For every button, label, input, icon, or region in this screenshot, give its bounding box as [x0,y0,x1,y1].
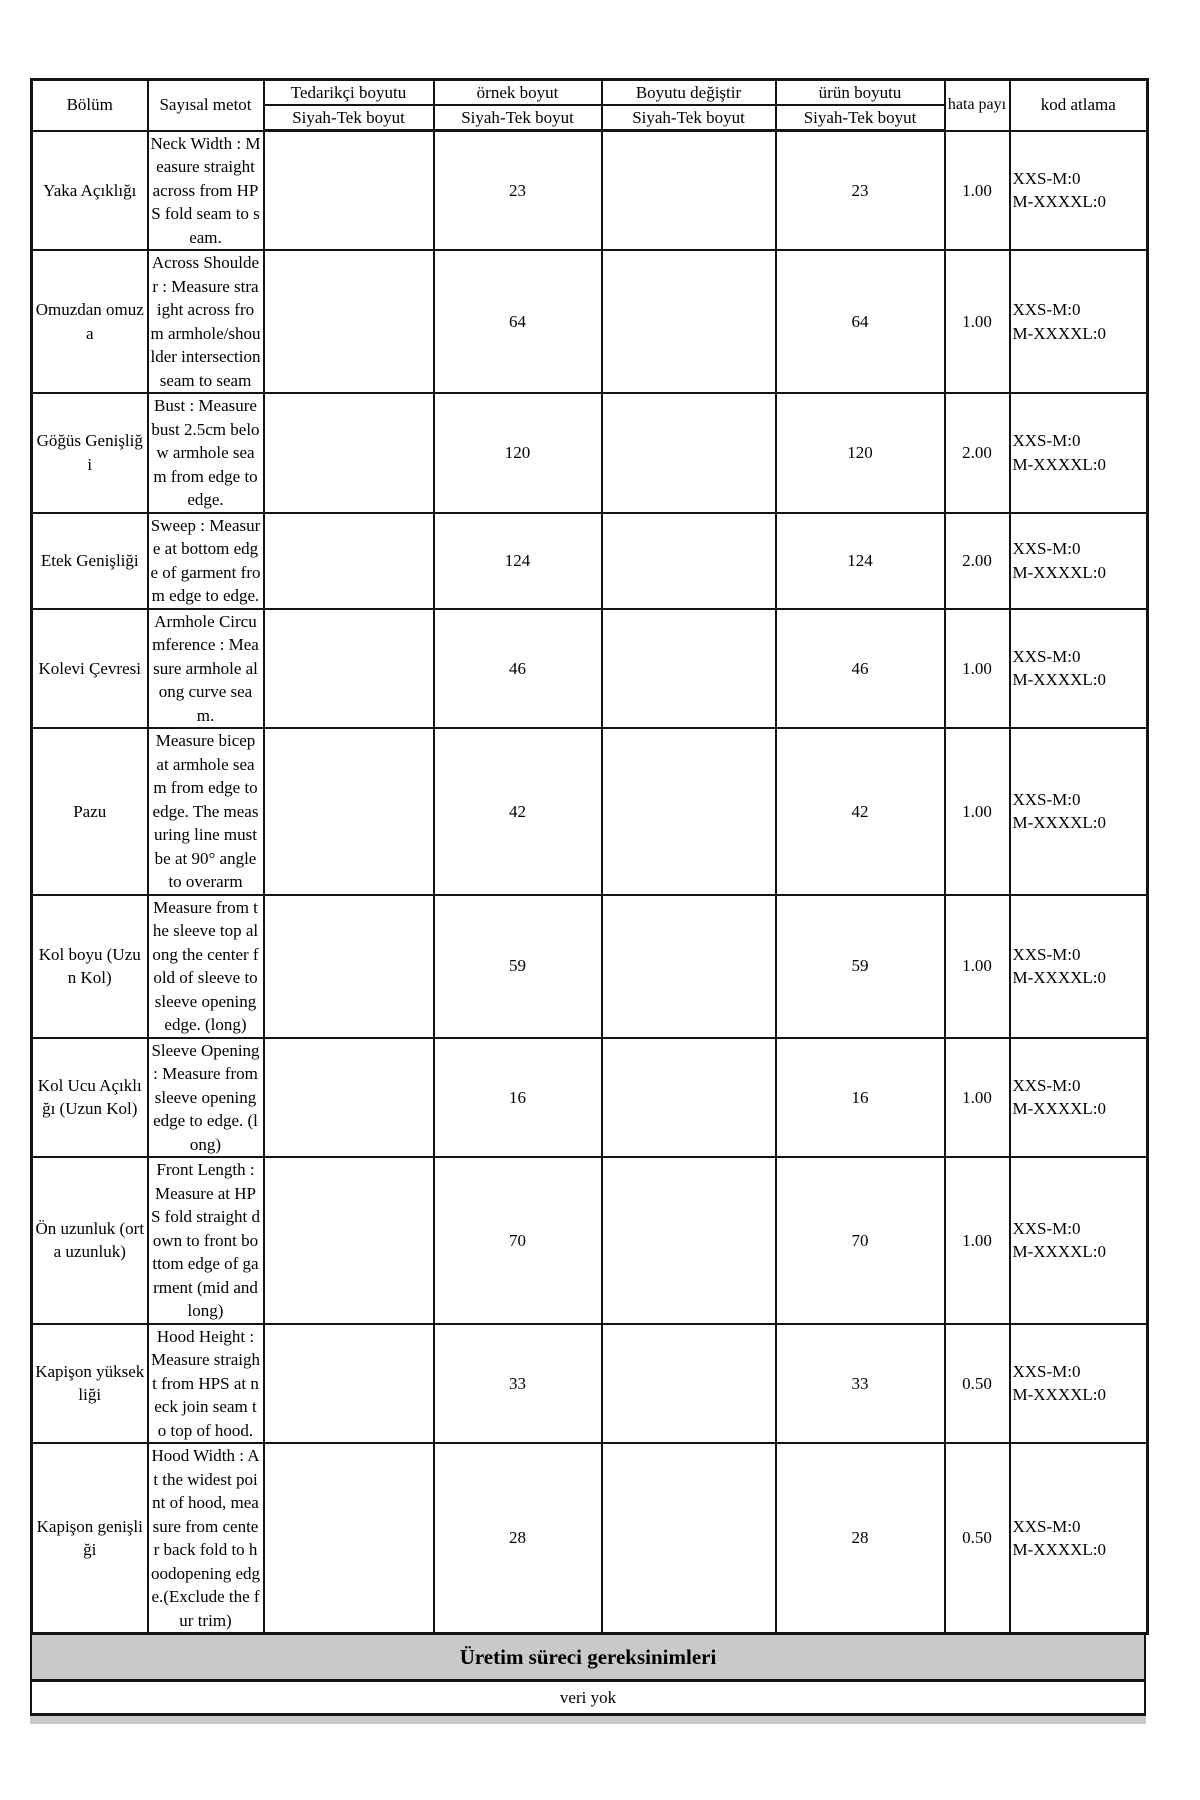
hata-payi-cell: 1.00 [945,728,1010,895]
kod-atlama-line: M-XXXXL:0 [1012,562,1106,582]
tedarikci-size-cell [264,131,434,251]
ornek-size-cell: 23 [434,131,602,251]
kod-atlama-cell [1010,513,1148,609]
degistir-size-cell [602,609,776,729]
col-header-boyutu-degistir: Boyutu değiştir [602,80,776,106]
ornek-size-cell: 64 [434,250,602,393]
no-data-row [30,1682,1146,1716]
kod-atlama-line: M-XXXXL:0 [1012,1385,1106,1405]
hata-payi-cell: 1.00 [945,609,1010,729]
col-header-sayisal-metot: Sayısal metot [148,80,264,131]
bolum-cell: Kol boyu (Uzun Kol) [32,895,148,1038]
tedarikci-size-cell [264,1038,434,1158]
no-data-text: veri yok [559,1687,617,1707]
kod-atlama-line: M-XXXXL:0 [1012,968,1106,987]
degistir-size-cell [602,1443,776,1634]
metot-cell: Armhole Circumference : Measure armhole along curve seam. [148,609,264,729]
bolum-cell: Göğüs Genişliği [32,393,148,513]
kod-atlama-line: XXS-M:0 [1012,300,1081,319]
kod-atlama-line: M-XXXXL:0 [1012,454,1106,474]
bolum-cell: Pazu [32,728,148,895]
hata-payi-cell: 1.00 [945,1038,1010,1158]
table-row [32,393,1148,513]
ornek-size-cell: 28 [434,1443,602,1634]
tedarikci-size-cell [264,728,434,895]
tedarikci-size-cell [264,1324,434,1444]
ornek-size-cell: 46 [434,609,602,729]
tedarikci-size-cell [264,1443,434,1634]
table-row [32,1038,1148,1158]
subheader-siyah-tek-4: Siyah-Tek boyut [776,105,945,131]
ornek-size-cell: 59 [434,895,602,1038]
degistir-size-cell [602,250,776,393]
hata-payi-cell: 1.00 [945,131,1010,251]
metot-cell: Bust : Measure bust 2.5cm below armhole seam from edge to edge. [148,393,264,513]
hata-payi-cell: 0.50 [945,1443,1010,1634]
section-title: Üretim süreci gereksinimleri [459,1644,717,1669]
size-spec-sheet [30,78,1146,1724]
kod-atlama-cell [1010,1443,1148,1634]
bolum-cell: Ön uzunluk (orta uzunluk) [32,1157,148,1324]
bolum-cell: Yaka Açıklığı [32,131,148,251]
kod-atlama-cell [1010,1324,1148,1444]
kod-atlama-cell [1010,1038,1148,1158]
tedarikci-size-cell [264,513,434,609]
metot-cell: Measure bicep at armhole seam from edge to edge. The measuring line must be at 90° angle to overarm [148,728,264,895]
tedarikci-size-cell [264,393,434,513]
urun-size-cell: 23 [776,131,945,251]
kod-atlama-line: M-XXXXL:0 [1012,670,1106,690]
kod-atlama-cell [1010,250,1148,393]
hata-payi-cell: 1.00 [945,1157,1010,1324]
degistir-size-cell [602,393,776,513]
subheader-siyah-tek-1: Siyah-Tek boyut [264,105,434,131]
subheader-siyah-tek-2: Siyah-Tek boyut [434,105,602,131]
table-row [32,609,1148,729]
section-title-band [30,1635,1146,1682]
table-row [32,1443,1148,1634]
bolum-cell: Kapişon genişliği [32,1443,148,1634]
ornek-size-cell: 120 [434,393,602,513]
hata-payi-cell: 2.00 [945,393,1010,513]
hata-payi-cell: 0.50 [945,1324,1010,1444]
tedarikci-size-cell [264,609,434,729]
kod-atlama-line: XXS-M:0 [1012,944,1081,964]
metot-cell: Hood Height : Measure straight from HPS at neck join seam to top of hood. [148,1324,264,1444]
urun-size-cell: 120 [776,393,945,513]
ornek-size-cell: 70 [434,1157,602,1324]
ornek-size-cell: 16 [434,1038,602,1158]
hata-payi-cell: 1.00 [945,895,1010,1038]
table-row [32,1324,1148,1444]
table-row [32,513,1148,609]
urun-size-cell: 33 [776,1324,945,1444]
table-row [32,728,1148,895]
kod-atlama-line: XXS-M:0 [1012,1075,1081,1095]
hata-payi-cell: 2.00 [945,513,1010,609]
metot-cell: Front Length : Measure at HPS fold straight down to front bottom edge of garment (mid and long) [148,1157,264,1324]
kod-atlama-cell [1010,728,1148,895]
metot-cell: Hood Width : At the widest point of hood, measure from center back fold to hoodopening edge.(Exclude the fur trim) [148,1443,264,1634]
metot-cell: Sweep : Measure at bottom edge of garment from edge to edge. [148,513,264,609]
kod-atlama-line: XXS-M:0 [1012,431,1081,451]
kod-atlama-line: XXS-M:0 [1012,646,1081,666]
table-row [32,895,1148,1038]
kod-atlama-line: M-XXXXL:0 [1012,1242,1106,1262]
bolum-cell: Etek Genişliği [32,513,148,609]
ornek-size-cell: 124 [434,513,602,609]
hata-payi-cell: 1.00 [945,250,1010,393]
degistir-size-cell [602,131,776,251]
table-row [32,131,1148,251]
kod-atlama-line: XXS-M:0 [1012,539,1081,558]
urun-size-cell: 124 [776,513,945,609]
col-header-kod-atlama: kod atlama [1010,80,1148,131]
metot-cell: Neck Width : Measure straight across from HPS fold seam to seam. [148,131,264,251]
kod-atlama-line: M-XXXXL:0 [1012,1099,1106,1119]
degistir-size-cell [602,513,776,609]
degistir-size-cell [602,1038,776,1158]
bolum-cell: Kol Ucu Açıklığı (Uzun Kol) [32,1038,148,1158]
kod-atlama-line: XXS-M:0 [1012,168,1081,188]
kod-atlama-line: XXS-M:0 [1012,789,1081,809]
urun-size-cell: 70 [776,1157,945,1324]
bolum-cell: Kapişon yüksekliği [32,1324,148,1444]
col-header-urun-boyutu: ürün boyutu [776,80,945,106]
bolum-cell: Kolevi Çevresi [32,609,148,729]
ornek-size-cell: 33 [434,1324,602,1444]
header-row-1 [32,80,1148,106]
next-section-band-edge [30,1716,1146,1724]
kod-atlama-line: XXS-M:0 [1012,1361,1081,1381]
kod-atlama-line: M-XXXXL:0 [1012,192,1106,212]
subheader-siyah-tek-3: Siyah-Tek boyut [602,105,776,131]
kod-atlama-line: M-XXXXL:0 [1012,1540,1106,1559]
urun-size-cell: 42 [776,728,945,895]
degistir-size-cell [602,895,776,1038]
col-header-hata-payi: hata payı [945,80,1010,131]
metot-cell: Measure from the sleeve top along the center fold of sleeve to sleeve opening edge. (long) [148,895,264,1038]
measurement-table [30,78,1149,1635]
urun-size-cell: 16 [776,1038,945,1158]
kod-atlama-line: XXS-M:0 [1012,1218,1081,1238]
kod-atlama-cell [1010,131,1148,251]
kod-atlama-cell [1010,609,1148,729]
kod-atlama-cell [1010,393,1148,513]
table-row [32,1157,1148,1324]
kod-atlama-line: XXS-M:0 [1012,1516,1081,1536]
urun-size-cell: 64 [776,250,945,393]
col-header-ornek-boyut: örnek boyut [434,80,602,106]
kod-atlama-cell [1010,895,1148,1038]
urun-size-cell: 46 [776,609,945,729]
metot-cell: Across Shoulder : Measure straight across from armhole/shoulder intersection seam to seam [148,250,264,393]
col-header-tedarikci-boyutu: Tedarikçi boyutu [264,80,434,106]
table-row [32,250,1148,393]
ornek-size-cell: 42 [434,728,602,895]
kod-atlama-line: M-XXXXL:0 [1012,813,1106,833]
bolum-cell: Omuzdan omuza [32,250,148,393]
tedarikci-size-cell [264,250,434,393]
tedarikci-size-cell [264,895,434,1038]
degistir-size-cell [602,1324,776,1444]
kod-atlama-cell [1010,1157,1148,1324]
degistir-size-cell [602,728,776,895]
tedarikci-size-cell [264,1157,434,1324]
urun-size-cell: 28 [776,1443,945,1634]
urun-size-cell: 59 [776,895,945,1038]
col-header-bolum: Bölüm [32,80,148,131]
metot-cell: Sleeve Opening : Measure from sleeve opening edge to edge. (long) [148,1038,264,1158]
degistir-size-cell [602,1157,776,1324]
kod-atlama-line: M-XXXXL:0 [1012,323,1106,343]
